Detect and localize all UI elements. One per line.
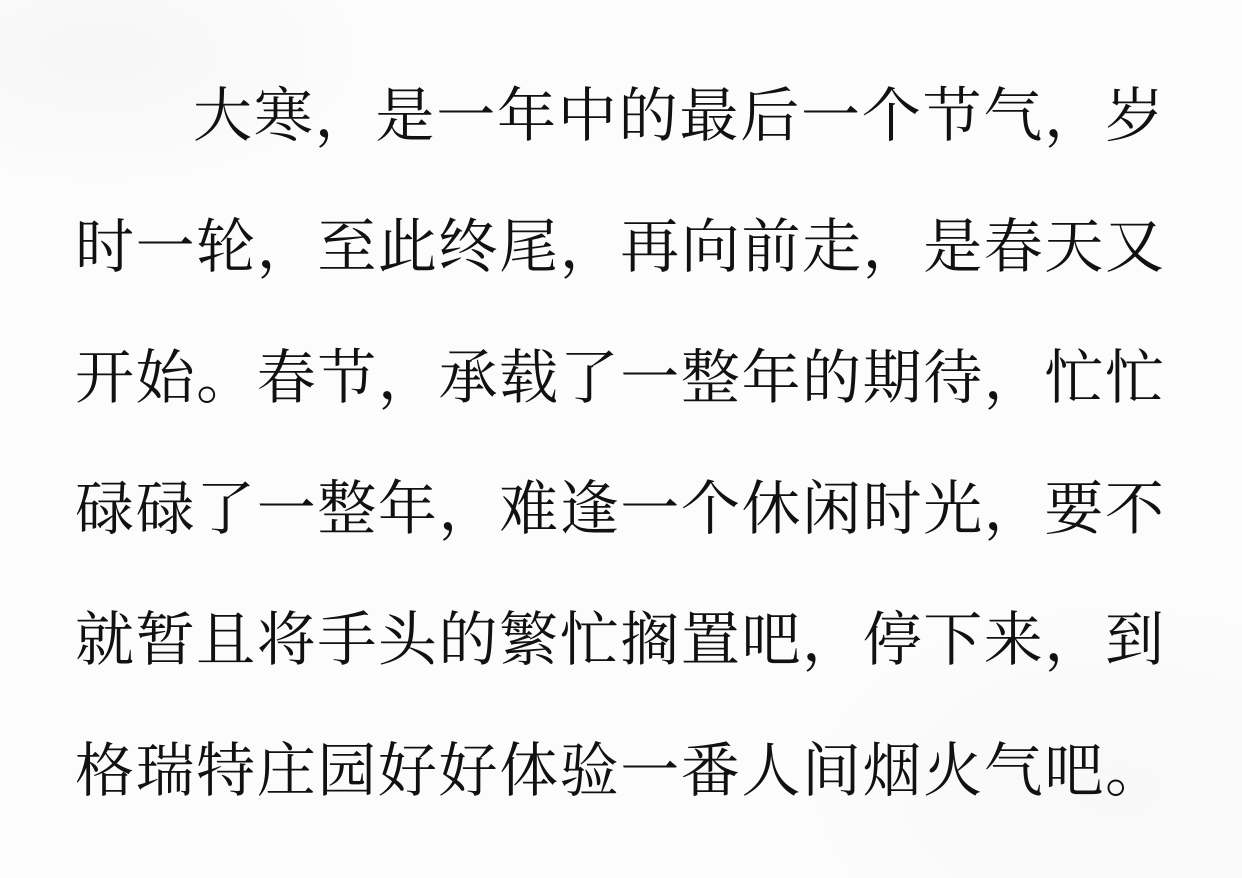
paragraph-line: 开始。春节，承载了一整年的期待，忙忙 — [75, 343, 1164, 412]
paragraph-line: 时一轮，至此终尾，再向前走，是春天又 — [75, 212, 1164, 281]
paragraph-line: 就暂且将手头的繁忙搁置吧，停下来，到 — [75, 605, 1164, 674]
paragraph-line: 格瑞特庄园好好体验一番人间烟火气吧。 — [75, 736, 1164, 805]
paragraph — [75, 50, 1164, 836]
paragraph-line: 大寒，是一年中的最后一个节气，岁 — [193, 81, 1164, 150]
paragraph-line: 碌碌了一整年，难逢一个休闲时光，要不 — [75, 474, 1164, 543]
